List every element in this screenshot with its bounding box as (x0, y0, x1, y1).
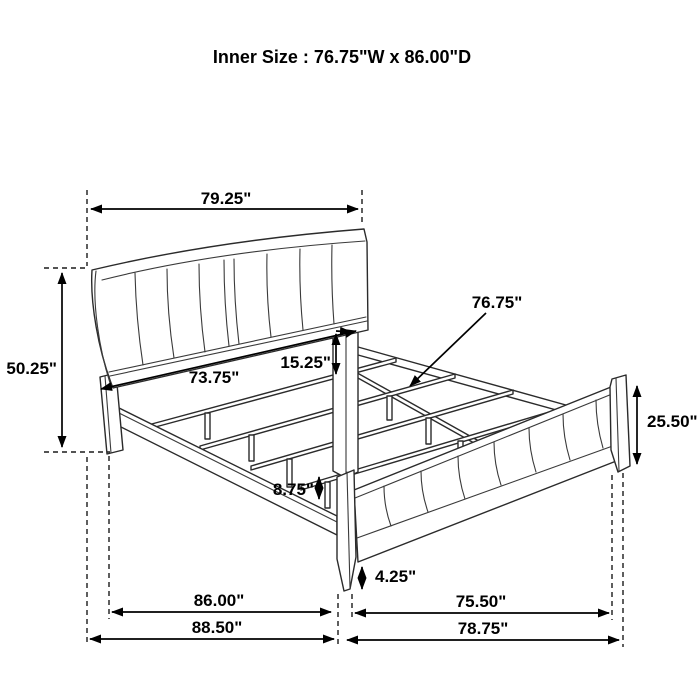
dim-headboard-height (6, 273, 62, 447)
slat-leg (325, 482, 330, 508)
dim-label-footboard-height: 25.50" (647, 412, 698, 431)
dim-slat-width (410, 293, 522, 386)
dim-label-footboard-inner-width: 75.50" (455, 592, 507, 611)
dim-label-foot-leg-height: 4.25" (375, 567, 417, 586)
front-side-rail (111, 404, 337, 535)
page-title: Inner Size : 76.75"W x 86.00"D (212, 47, 472, 67)
slat-leg (205, 413, 210, 439)
dim-label-footboard-outer-width: 78.75" (457, 619, 509, 638)
dim-footboard-inner-width (355, 592, 609, 613)
dim-tick (336, 331, 351, 332)
dim-label-outer-depth: 88.50" (191, 618, 243, 637)
dim-label-headboard-height: 50.25" (6, 359, 57, 378)
footboard-right-post (610, 375, 630, 472)
dim-headboard-width (91, 189, 358, 209)
dim-label-slat-leg-height: 8.75" (272, 480, 314, 499)
dim-label-inner-depth: 86.00" (193, 591, 245, 610)
dim-slat-leg-height (273, 477, 319, 499)
slat-leg (387, 396, 392, 420)
dim-label-rail-height: 15.25" (280, 353, 331, 372)
dim-label-inner-width: 73.75" (188, 368, 240, 387)
dim-outer-depth (90, 618, 334, 639)
dim-label-headboard-width: 79.25" (200, 189, 252, 208)
footboard (337, 375, 630, 591)
footboard-outline (354, 385, 624, 562)
dim-footboard-outer-width (347, 619, 619, 640)
dim-leader-arrow (410, 313, 486, 386)
slat-leg (249, 435, 254, 461)
dim-footboard-height (637, 386, 698, 464)
slat-leg (426, 418, 431, 444)
front-side-rail-ledge (113, 410, 337, 522)
dim-label-slat-width: 76.75" (471, 293, 523, 312)
footboard-left-post (337, 470, 356, 591)
dim-inner-depth (112, 591, 331, 612)
dim-foot-leg-height (362, 567, 416, 589)
